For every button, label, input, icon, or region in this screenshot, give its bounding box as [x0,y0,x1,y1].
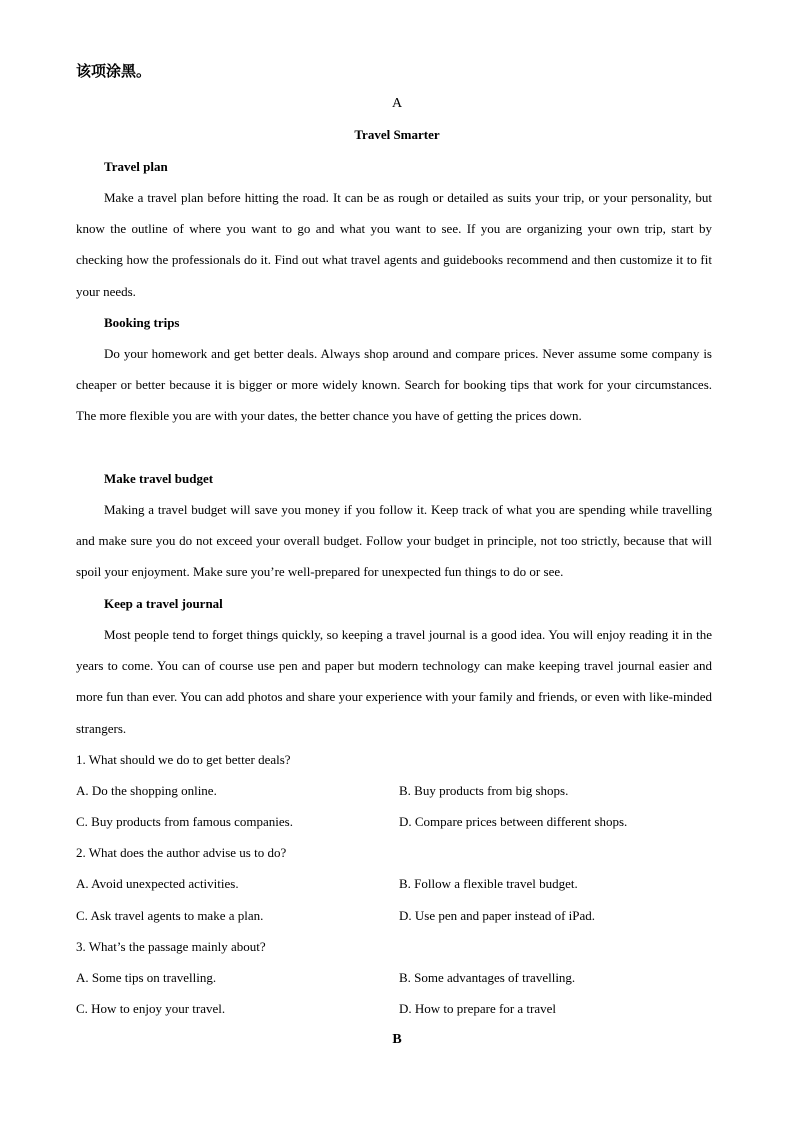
question-1-option-b: B. Buy products from big shops. [399,783,569,798]
section-text-travel-budget: Making a travel budget will save you money if you follow it. Keep track of what you are spending while travelling and make sure you do not exceed your overall budget. Follow your budget in principle, not too strictly, because that will spoil your enjoyment. Make sure you’re well-prepared for unexpected fun things to do or see. [76,502,712,580]
section-heading-travel-journal: Keep a travel journal [104,596,223,611]
question-2-option-a: A. Avoid unexpected activities. [76,876,239,891]
question-3-stem: 3. What’s the passage mainly about? [76,939,266,954]
question-2-option-b: B. Follow a flexible travel budget. [399,876,578,891]
section-text-booking-trips: Do your homework and get better deals. Always shop around and compare prices. Never assume some company is cheaper or better because it is bigger or more widely known. Search for booking tips that work for your circumstances. The more flexible you are with your dates, the better chance you have of getting the prices down. [76,346,712,424]
passage-title: Travel Smarter [354,127,440,142]
section-b-letter: B [392,1032,402,1047]
question-2-option-c: C. Ask travel agents to make a plan. [76,908,264,923]
section-heading-travel-plan: Travel plan [104,159,168,174]
section-heading-booking-trips: Booking trips [104,315,180,330]
question-3-option-c: C. How to enjoy your travel. [76,1001,226,1016]
section-a-letter: A [391,96,403,111]
question-3-option-d: D. How to prepare for a travel [399,1001,557,1016]
question-1-stem: 1. What should we do to get better deals? [76,752,291,767]
question-3-option-b: B. Some advantages of travelling. [399,970,576,985]
section-text-travel-journal: Most people tend to forget things quickly, so keeping a travel journal is a good idea. You will enjoy reading it in the years to come. You can of course use pen and paper but modern technology can make keeping travel journal easier and more fun than ever. You can add photos and share your experience with your family and friends, or even with like-minded strangers. [76,627,712,736]
question-1-option-c: C. Buy products from famous companies. [76,814,293,829]
question-3-option-a: A. Some tips on travelling. [76,970,217,985]
question-1-option-a: A. Do the shopping online. [76,783,217,798]
question-2-stem: 2. What does the author advise us to do? [76,845,287,860]
section-heading-travel-budget: Make travel budget [104,471,214,486]
question-2-option-d: D. Use pen and paper instead of iPad. [399,908,596,923]
intro-fragment: 该项涂黑。 [76,62,152,80]
section-text-travel-plan: Make a travel plan before hitting the road. It can be as rough or detailed as suits your trip, or your personality, but know the outline of where you want to go and what you want to see. If you are organizing your own trip, start by checking how the professionals do it. Find out what travel agents and guidebooks recommend and then customize it to fit your needs. [76,190,712,299]
question-1-option-d: D. Compare prices between different shops. [399,814,628,829]
